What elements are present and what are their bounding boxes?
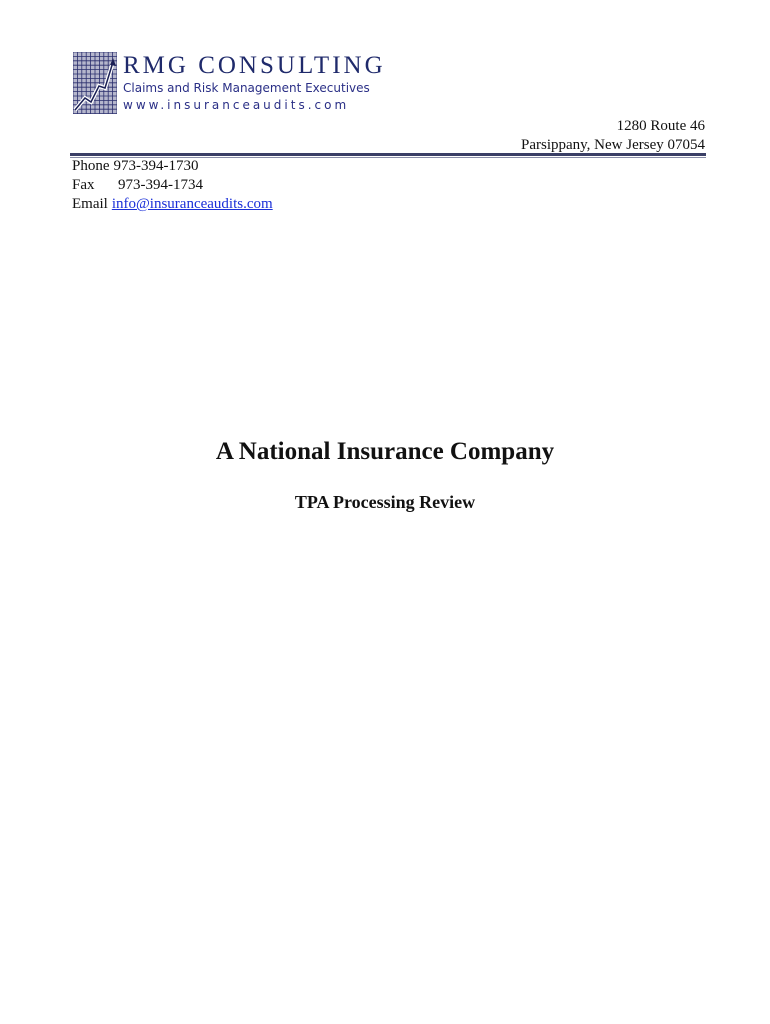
letterhead-logo: [73, 52, 403, 116]
company-website: www.insuranceaudits.com: [123, 98, 350, 112]
email-link[interactable]: info@insuranceaudits.com: [111, 196, 273, 212]
phone-label: Phone: [72, 158, 110, 174]
email-row: [72, 195, 273, 214]
mailing-address: [521, 117, 705, 155]
header-divider: [70, 153, 706, 156]
company-tagline: Claims and Risk Management Executives: [123, 81, 370, 95]
company-name: RMG CONSULTING: [123, 52, 386, 79]
phone-value: 973-394-1730: [113, 158, 199, 174]
contact-block: [72, 157, 273, 214]
phone-row: [72, 157, 273, 176]
address-line-2: Parsippany, New Jersey 07054: [521, 137, 705, 153]
address-line-1: 1280 Route 46: [616, 118, 705, 134]
document-subtitle: TPA Processing Review: [294, 492, 476, 512]
fax-label: Fax: [72, 177, 95, 193]
document-title: A National Insurance Company: [215, 438, 555, 465]
email-label: Email: [72, 196, 108, 212]
fax-value: 973-394-1734: [118, 177, 203, 193]
fax-row: [72, 176, 273, 195]
grid-chart-logo-icon: [73, 52, 117, 114]
